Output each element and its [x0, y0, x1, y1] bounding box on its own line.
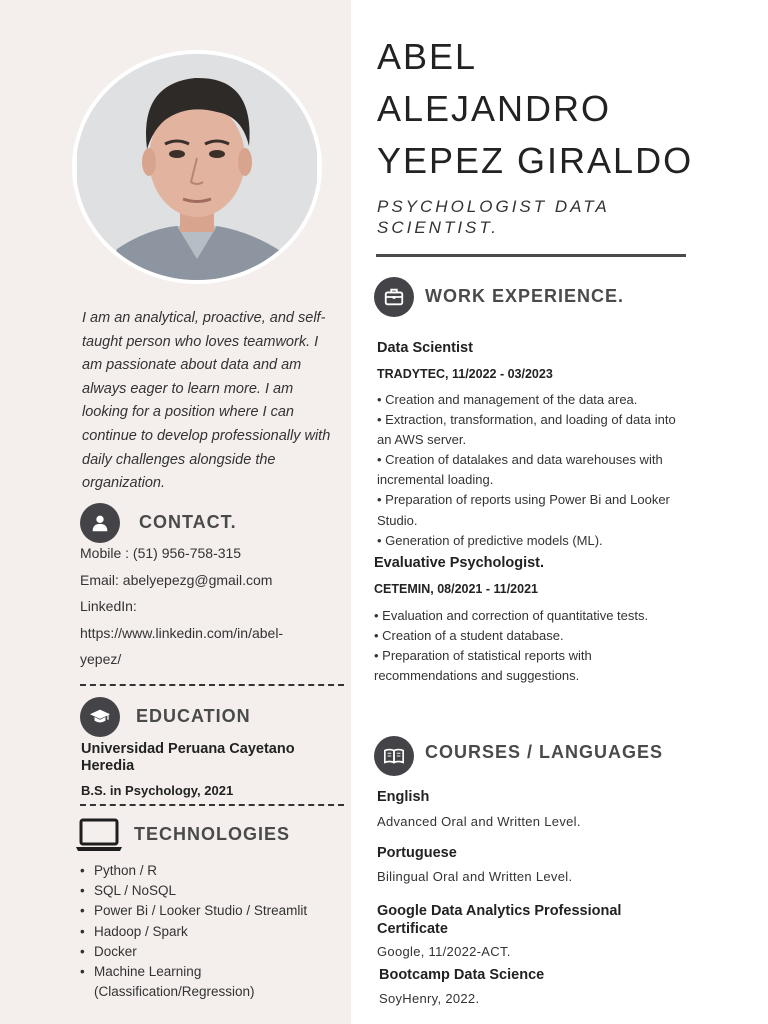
name-line-2: ALEJANDRO — [377, 88, 612, 129]
courses-heading: COURSES / LANGUAGES — [425, 742, 664, 762]
list-item: • Creation of datalakes and data warehouses with incremental loading. — [377, 452, 663, 488]
graduation-cap-icon — [80, 697, 120, 737]
education-heading: EDUCATION — [136, 706, 251, 726]
list-item: • Docker — [80, 942, 342, 962]
profile-photo — [76, 54, 318, 280]
list-item: • Preparation of statistical reports with recommendations and suggestions. — [374, 648, 592, 684]
job-bullets — [377, 390, 677, 551]
contact-mobile: Mobile : (51) 956-758-315 — [80, 545, 242, 561]
list-item: • Creation of a student database. — [374, 628, 564, 644]
avatar — [72, 50, 322, 284]
person-icon — [80, 503, 120, 543]
contact-linkedin-url[interactable]: https://www.linkedin.com/in/abel- — [80, 625, 284, 641]
list-item: • Extraction, transformation, and loading of data into an AWS server. — [377, 412, 676, 448]
job-company: TRADYTEC, 11/2022 - 03/2023 — [377, 367, 553, 381]
job-bullets — [374, 606, 674, 686]
course-desc: SoyHenry, 2022. — [379, 991, 480, 1006]
list-item: • Creation and management of the data area. — [377, 392, 638, 407]
course-title: Portuguese — [377, 845, 457, 861]
laptop-icon — [76, 818, 122, 852]
contact-linkedin-url-cont[interactable]: yepez/ — [80, 651, 122, 667]
course-desc: Google, 11/2022-ACT. — [377, 944, 511, 959]
contact-linkedin-label: LinkedIn: — [80, 598, 137, 614]
divider — [80, 804, 344, 806]
job-title: Data Scientist — [377, 340, 473, 356]
header-rule — [376, 254, 686, 257]
book-icon — [374, 736, 414, 776]
education-school: Universidad Peruana Cayetano Heredia — [81, 741, 295, 774]
list-item: • Generation of predictive models (ML). — [377, 532, 603, 548]
list-item: • Power Bi / Looker Studio / Streamlit — [80, 901, 342, 921]
list-item: • Evaluation and correction of quantitative tests. — [374, 608, 649, 623]
course-title: Bootcamp Data Science — [379, 967, 545, 983]
technologies-heading: TECHNOLOGIES — [134, 824, 291, 844]
course-desc: Bilingual Oral and Written Level. — [377, 869, 573, 884]
work-heading: WORK EXPERIENCE. — [425, 286, 625, 306]
list-item: • Python / R — [80, 861, 342, 881]
course-desc: Advanced Oral and Written Level. — [377, 814, 581, 829]
job-role: PSYCHOLOGIST DATA SCIENTIST. — [377, 197, 610, 237]
job-company: CETEMIN, 08/2021 - 11/2021 — [374, 582, 538, 596]
briefcase-icon — [374, 277, 414, 317]
job-title: Evaluative Psychologist. — [374, 555, 545, 571]
contact-email[interactable]: Email: abelyepezg@gmail.com — [80, 572, 273, 588]
name-line-3: YEPEZ GIRALDO — [377, 140, 694, 181]
name-line-1: ABEL — [377, 36, 478, 77]
course-title: Google Data Analytics Professional Certificate — [377, 903, 622, 937]
technologies-list — [80, 861, 342, 1002]
education-degree: B.S. in Psychology, 2021 — [81, 783, 234, 798]
contact-heading: CONTACT. — [139, 512, 237, 532]
list-item: • Preparation of reports using Power Bi and Looker Studio. — [377, 492, 670, 528]
about-summary: I am an analytical, proactive, and self-taught person who loves teamwork. I am passionate about data and am always eager to learn more. I am looking for a position where I can continue to develop professionally with daily challenges alongside the organization. — [82, 310, 331, 492]
list-item: • Machine Learning (Classification/Regression) — [80, 962, 342, 1002]
course-title: English — [377, 789, 430, 805]
list-item: • Hadoop / Spark — [80, 922, 342, 942]
divider — [80, 684, 344, 686]
list-item: • SQL / NoSQL — [80, 881, 342, 901]
